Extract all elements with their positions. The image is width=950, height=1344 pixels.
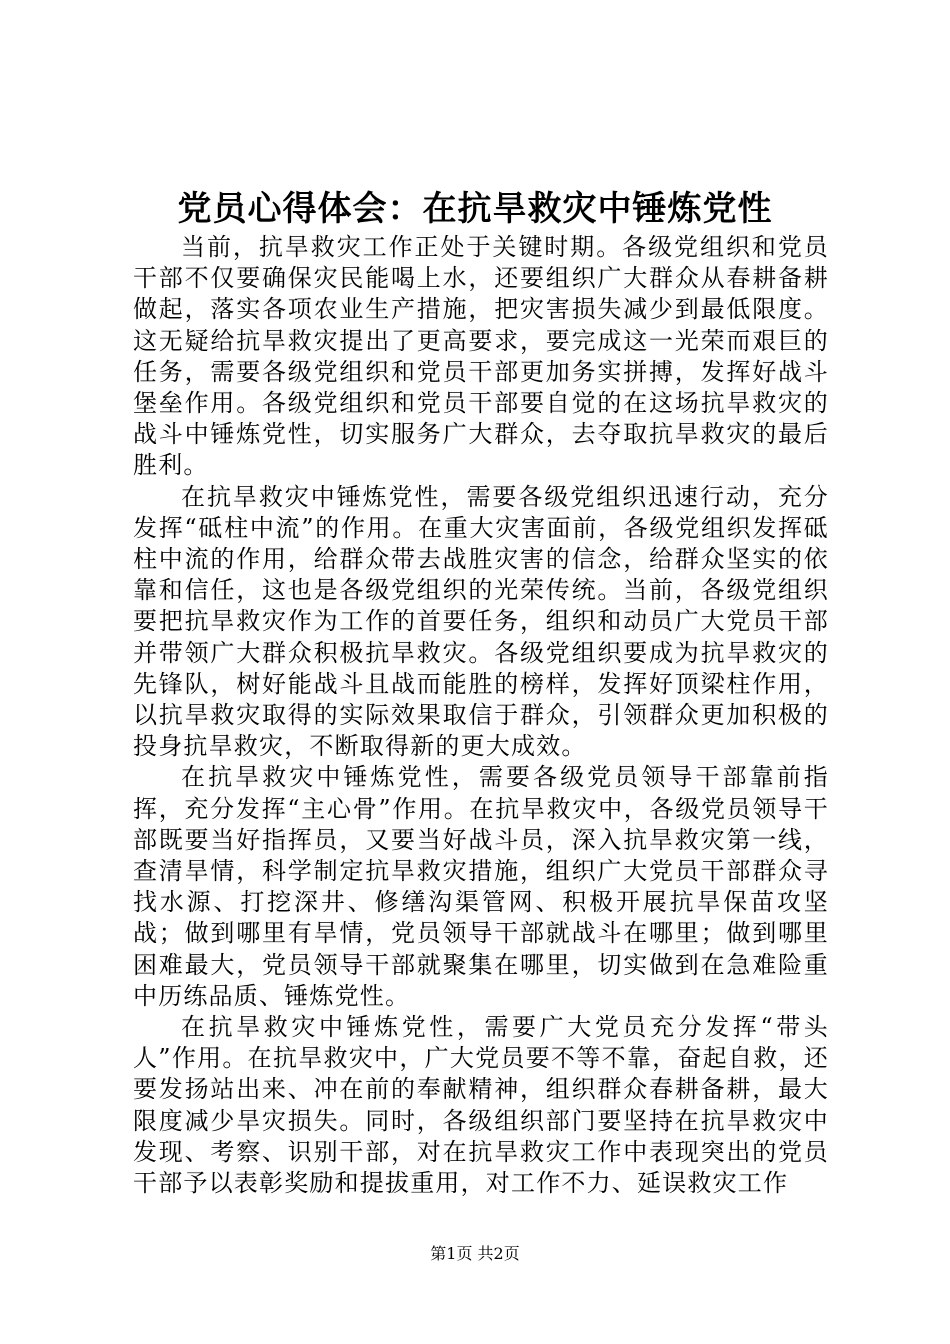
paragraph-1: 当前，抗旱救灾工作正处于关键时期。各级党组织和党员干部不仅要确保灾民能喝上水，还要组织广大群众从春耕备耕做起，落实各项农业生产措施，把灾害损失减少到最低限度。这无疑给抗旱救灾提出了更高要求，要完成这一光荣而艰巨的任务，需要各级党组织和党员干部更加务实拼搏，发挥好战斗堡垒作用。各级党组织和党员干部要自觉的在这场抗旱救灾的战斗中锤炼党性，切实服务广大群众，去夺取抗旱救灾的最后胜利。 [133, 233, 829, 480]
page-footer: 第1页 共2页 [430, 1244, 520, 1263]
paragraph-2: 在抗旱救灾中锤炼党性，需要各级党组织迅速行动，充分发挥“砥柱中流”的作用。在重大灾害面前，各级党组织发挥砥柱中流的作用，给群众带去战胜灾害的信念，给群众坚实的依靠和信任，这也是各级党组织的光荣传统。当前，各级党组织要把抗旱救灾作为工作的首要任务，组织和动员广大党员干部并带领广大群众积极抗旱救灾。各级党组织要成为抗旱救灾的先锋队，树好能战斗且战而能胜的榜样，发挥好顶梁柱作用，以抗旱救灾取得的实际效果取信于群众，引领群众更加积极的投身抗旱救灾，不断取得新的更大成效。 [133, 482, 829, 761]
document-title: 党员心得体会：在抗旱救灾中锤炼党性 [177, 189, 773, 229]
document-body [133, 232, 829, 1199]
paragraph-3: 在抗旱救灾中锤炼党性，需要各级党员领导干部靠前指挥，充分发挥“主心骨”作用。在抗旱救灾中，各级党员领导干部既要当好指挥员，又要当好战斗员，深入抗旱救灾第一线，查清旱情，科学制定抗旱救灾措施，组织广大党员干部群众寻找水源、打挖深井、修缮沟渠管网、积极开展抗旱保苗攻坚战；做到哪里有旱情，党员领导干部就战斗在哪里；做到哪里困难最大，党员领导干部就聚集在哪里，切实做到在急难险重中历练品质、锤炼党性。 [133, 763, 829, 1010]
paragraph-4: 在抗旱救灾中锤炼党性，需要广大党员充分发挥“带头人”作用。在抗旱救灾中，广大党员要不等不靠，奋起自救，还要发扬站出来、冲在前的奉献精神，组织群众春耕备耕，最大限度减少旱灾损失。同时，各级组织部门要坚持在抗旱救灾中发现、考察、识别干部，对在抗旱救灾工作中表现突出的党员干部予以表彰奖励和提拔重用，对工作不力、延误救灾工作 [133, 1013, 829, 1198]
